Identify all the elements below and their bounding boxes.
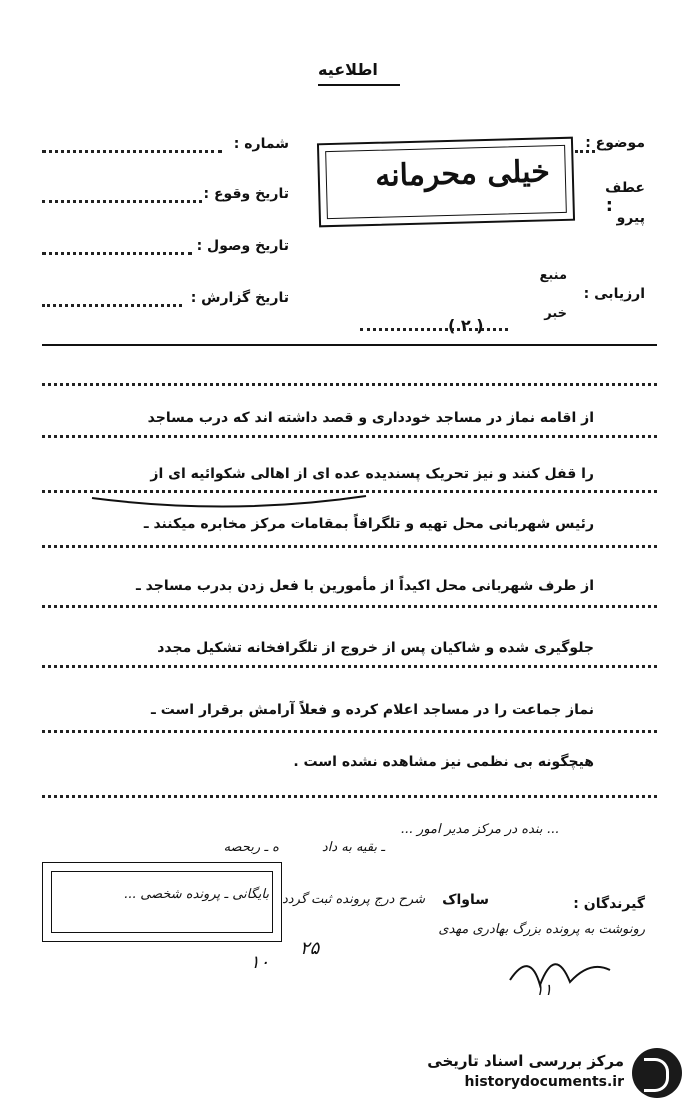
body-dotted-line [42, 730, 657, 733]
reference-label: عطف [605, 180, 645, 196]
body-dotted-line [42, 665, 657, 668]
title-underline [318, 84, 400, 86]
handwritten-note-5: رونوشت به پرونده بزرگ بهادری مهدی [438, 922, 645, 937]
receipt-date-dotted-line [42, 252, 192, 255]
handwritten-sig-number: ۱۱ [535, 980, 553, 999]
subject-dotted-line [575, 150, 595, 153]
body-line-3: رئیس شهربانی محل تهیه و تلگرافاً بمقامات مرکز مخابره میکنند ـ [143, 516, 594, 532]
signature-scribble [500, 940, 620, 1000]
handwritten-note-1: ... بنده در مرکز مدیر امور ... [400, 822, 559, 837]
body-line-2: را قفل کنند و نیز تحریک پسندیده عده ای از اهالی شکوائیه ای از [150, 466, 594, 482]
body-dotted-line [42, 383, 657, 386]
recipients-value: ساواک [442, 892, 489, 908]
archive-box-text: بایگانی ـ پرونده شخصی ... [123, 887, 269, 902]
archive-box [42, 862, 282, 942]
news-label: خبر [544, 306, 567, 321]
handwritten-note-3: ه ـ ربحصه [223, 840, 279, 855]
number-label: شماره : [233, 136, 289, 152]
watermark-org-name: مرکز بررسی اسناد تاریخی [427, 1052, 624, 1070]
source-label: منبع [539, 268, 567, 283]
body-line-4: از طرف شهربانی محل اکیداً از مأمورین با فعل زدن بدرب مساجد ـ [136, 578, 594, 594]
handwritten-number-10: ۱۰ [250, 952, 270, 973]
header-separator [42, 344, 657, 346]
report-date-label: تاریخ گزارش : [190, 290, 289, 306]
page-title: اطلاعیه [318, 60, 378, 79]
number-dotted-line [42, 150, 222, 153]
receipt-date-label: تاریخ وصول : [196, 238, 289, 254]
reference-colon: : [605, 195, 613, 216]
archive-box-inner [51, 871, 273, 933]
body-line-5: جلوگیری شده و شاکیان پس از خروج از تلگرافخانه تشکیل مجدد [157, 640, 594, 656]
evaluation-label: ارزیابی : [583, 286, 645, 302]
handwritten-number-25: ۲۵ [300, 938, 320, 959]
body-dotted-line [42, 795, 657, 798]
incident-date-label: تاریخ وقوع : [203, 186, 289, 202]
source-dotted-line [360, 328, 508, 331]
body-dotted-line [42, 435, 657, 438]
incident-date-dotted-line [42, 200, 202, 203]
recipients-label: گیرندگان : [573, 896, 645, 912]
confidential-stamp [317, 137, 575, 228]
body-line-7: هیچگونه بی نظمی نیز مشاهده نشده است . [293, 754, 594, 770]
handwritten-note-4: شرح درج پرونده ثبت گردد [281, 892, 425, 907]
body-dotted-line [42, 545, 657, 548]
document-center-logo-icon [632, 1048, 682, 1098]
handwritten-curve-mark [90, 490, 370, 510]
body-dotted-line [42, 605, 657, 608]
body-line-6: نماز جماعت را در مساجد اعلام کرده و فعلاً آرامش برقرار است ـ [151, 702, 594, 718]
page-marker: ( ۲ ) [448, 316, 484, 335]
handwritten-note-2: ـ بقیه به داد [321, 840, 385, 855]
stamp-text: خیلی محرمانه [374, 154, 551, 194]
report-date-dotted-line [42, 304, 182, 307]
subject-label: موضوع : [585, 135, 645, 151]
body-line-1: از اقامه نماز در مساجد خودداری و قصد داشته اند که درب مساجد [147, 410, 594, 426]
follow-label: پیرو [616, 210, 645, 226]
watermark-url: historydocuments.ir [464, 1074, 624, 1090]
